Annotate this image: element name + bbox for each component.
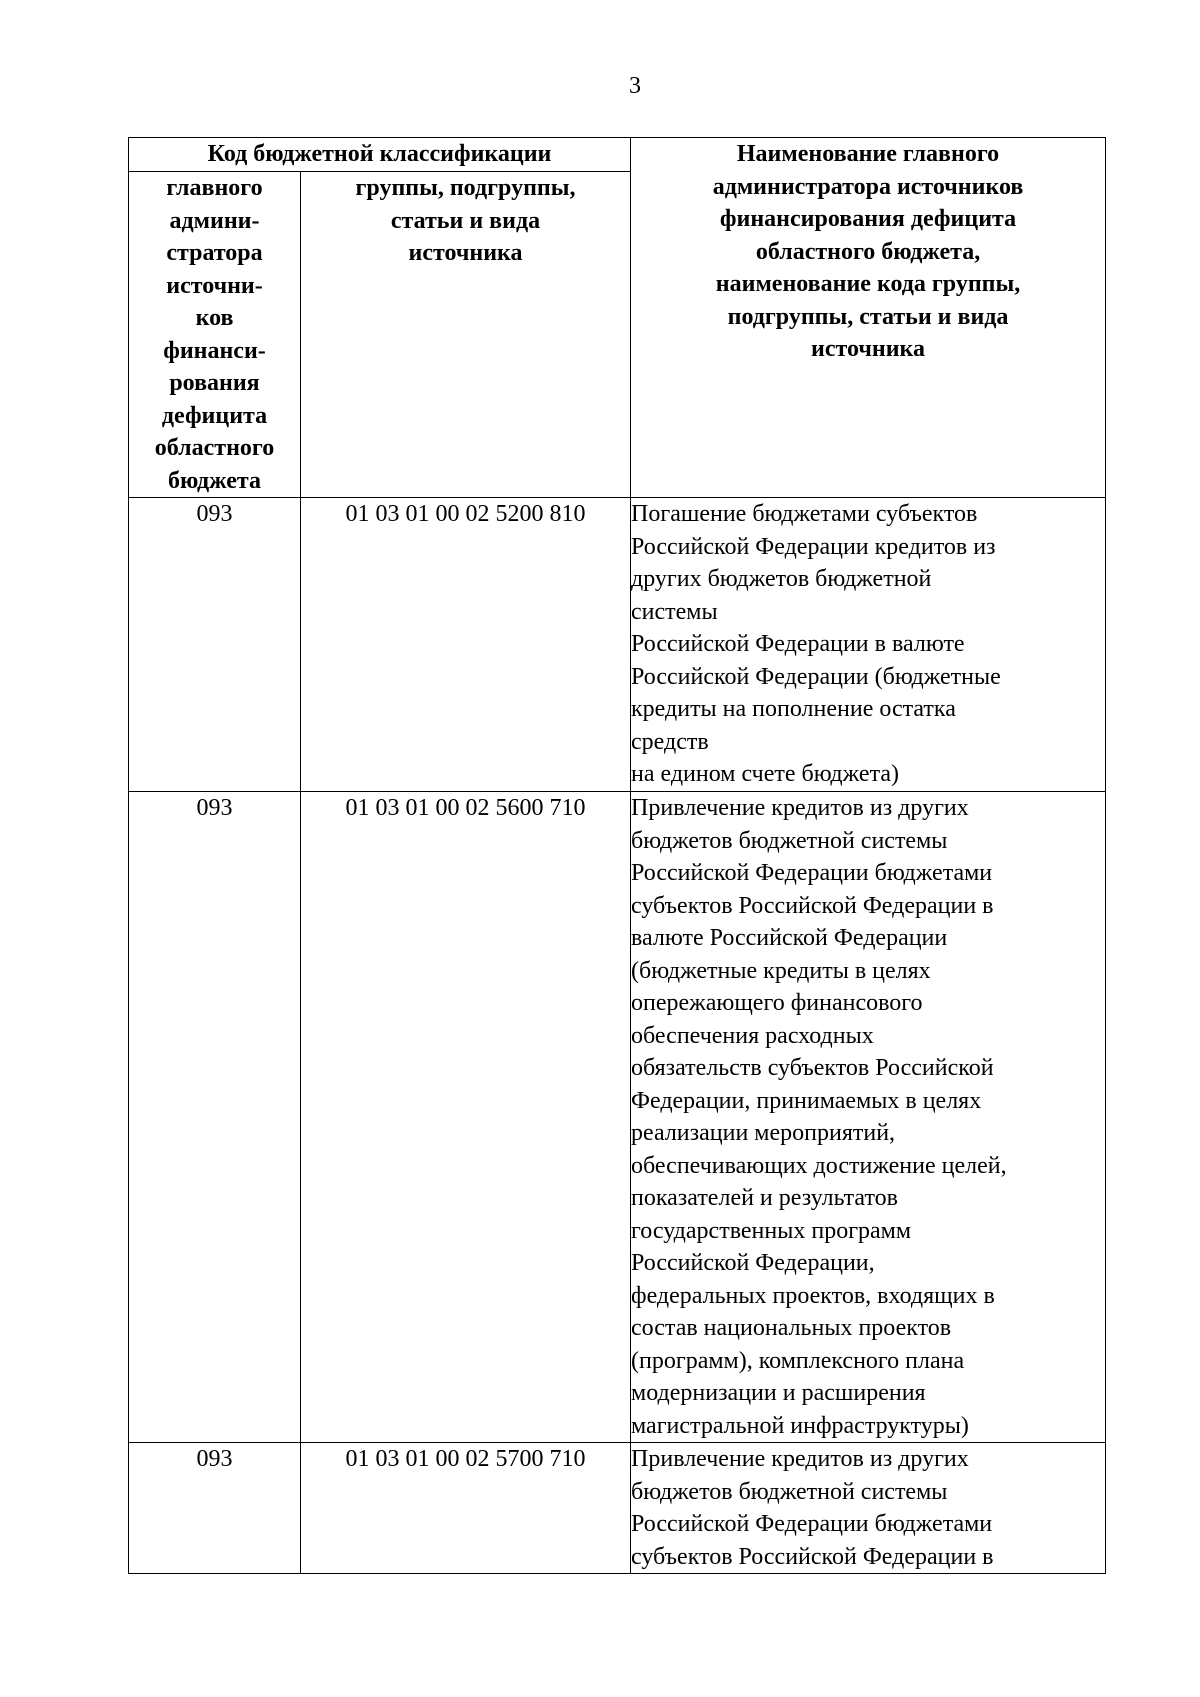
- admin-code-cell: 093: [129, 1443, 301, 1574]
- source-name-line: валюте Российской Федерации: [631, 925, 948, 951]
- source-name-line: Федерации, принимаемых в целях: [631, 1087, 982, 1114]
- budget-classification-code-header: Код бюджетной классификации: [129, 138, 631, 172]
- admin-header-line: финанси-: [163, 337, 266, 364]
- source-name-line: (программ), комплексного плана: [631, 1347, 965, 1374]
- name-header-line: областного бюджета,: [755, 238, 981, 265]
- source-code-cell: 01 03 01 00 02 5700 710: [301, 1443, 631, 1574]
- source-name-line: на едином счете бюджета): [631, 761, 899, 787]
- source-name-line: кредиты на пополнение остатка: [631, 696, 956, 722]
- source-name-line: субъектов Российской Федерации в: [631, 1543, 994, 1570]
- source-name-line: состав национальных проектов: [631, 1315, 952, 1341]
- source-name-line: бюджетов бюджетной системы: [631, 827, 948, 854]
- admin-header-line: областного: [154, 435, 275, 461]
- source-name-line: магистральной инфраструктуры): [631, 1412, 969, 1439]
- source-name-line: показателей и результатов: [631, 1185, 898, 1211]
- source-name-line: Российской Федерации бюджетами: [631, 1511, 993, 1537]
- source-name-line: Российской Федерации кредитов из: [631, 533, 996, 560]
- admin-code-cell: 093: [129, 498, 301, 792]
- admin-header-line: бюджета: [168, 467, 261, 494]
- admin-code-cell: 093: [129, 792, 301, 1443]
- source-name-line: других бюджетов бюджетной: [631, 566, 932, 592]
- admin-column-header: [129, 172, 301, 498]
- admin-header-line: дефицита: [161, 402, 268, 429]
- name-header-line: наименование кода группы,: [715, 271, 1021, 297]
- admin-header-line: ков: [195, 305, 234, 331]
- source-name-line: Российской Федерации (бюджетные: [631, 663, 1001, 690]
- budget-classification-table: [128, 137, 1106, 1574]
- code-header-line: группы, подгруппы,: [355, 175, 576, 201]
- source-code-cell: 01 03 01 00 02 5200 810: [301, 498, 631, 792]
- name-column-header: [631, 138, 1106, 498]
- table-row: [129, 1443, 1106, 1574]
- source-name-line: обеспечивающих достижение целей,: [631, 1152, 1007, 1179]
- source-name-line: Погашение бюджетами субъектов: [631, 501, 978, 527]
- name-header-line: финансирования дефицита: [719, 206, 1017, 232]
- source-code-cell: 01 03 01 00 02 5600 710: [301, 792, 631, 1443]
- name-header-line: Наименование главного: [736, 141, 1000, 167]
- source-name-line: модернизации и расширения: [631, 1380, 926, 1406]
- code-header-line: статьи и вида: [390, 207, 541, 234]
- admin-header-line: стратора: [166, 240, 263, 266]
- admin-header-line: источни-: [166, 272, 263, 299]
- source-name-line: бюджетов бюджетной системы: [631, 1478, 948, 1505]
- source-name-line: системы: [631, 598, 718, 625]
- source-name-line: федеральных проектов, входящих в: [631, 1282, 995, 1309]
- source-name-cell: [631, 792, 1106, 1443]
- source-name-line: субъектов Российской Федерации в: [631, 892, 994, 919]
- source-name-line: обеспечения расходных: [631, 1022, 874, 1049]
- source-name-line: обязательств субъектов Российской: [631, 1055, 994, 1081]
- source-name-line: Привлечение кредитов из других: [631, 795, 969, 821]
- code-header-line: источника: [408, 240, 523, 266]
- source-name-cell: [631, 1443, 1106, 1574]
- source-name-line: опережающего финансового: [631, 990, 923, 1016]
- source-name-line: реализации мероприятий,: [631, 1120, 896, 1146]
- admin-header-line: главного: [166, 175, 263, 201]
- source-name-line: (бюджетные кредиты в целях: [631, 957, 931, 984]
- source-name-line: Российской Федерации бюджетами: [631, 860, 993, 886]
- source-name-cell: [631, 498, 1106, 792]
- name-header-line: администратора источников: [712, 173, 1024, 200]
- table-row: [129, 498, 1106, 792]
- source-name-line: Российской Федерации в валюте: [631, 631, 965, 657]
- source-name-line: Привлечение кредитов из других: [631, 1446, 969, 1472]
- admin-header-line: админи-: [169, 207, 260, 234]
- table-row: [129, 792, 1106, 1443]
- code-column-header: [301, 172, 631, 498]
- admin-header-line: рования: [169, 370, 260, 396]
- page-number: 3: [629, 73, 641, 99]
- name-header-line: источника: [811, 336, 926, 362]
- source-name-line: Российской Федерации,: [631, 1250, 875, 1276]
- source-name-line: средств: [631, 728, 709, 755]
- source-name-line: государственных программ: [631, 1217, 912, 1244]
- name-header-line: подгруппы, статьи и вида: [727, 303, 1009, 330]
